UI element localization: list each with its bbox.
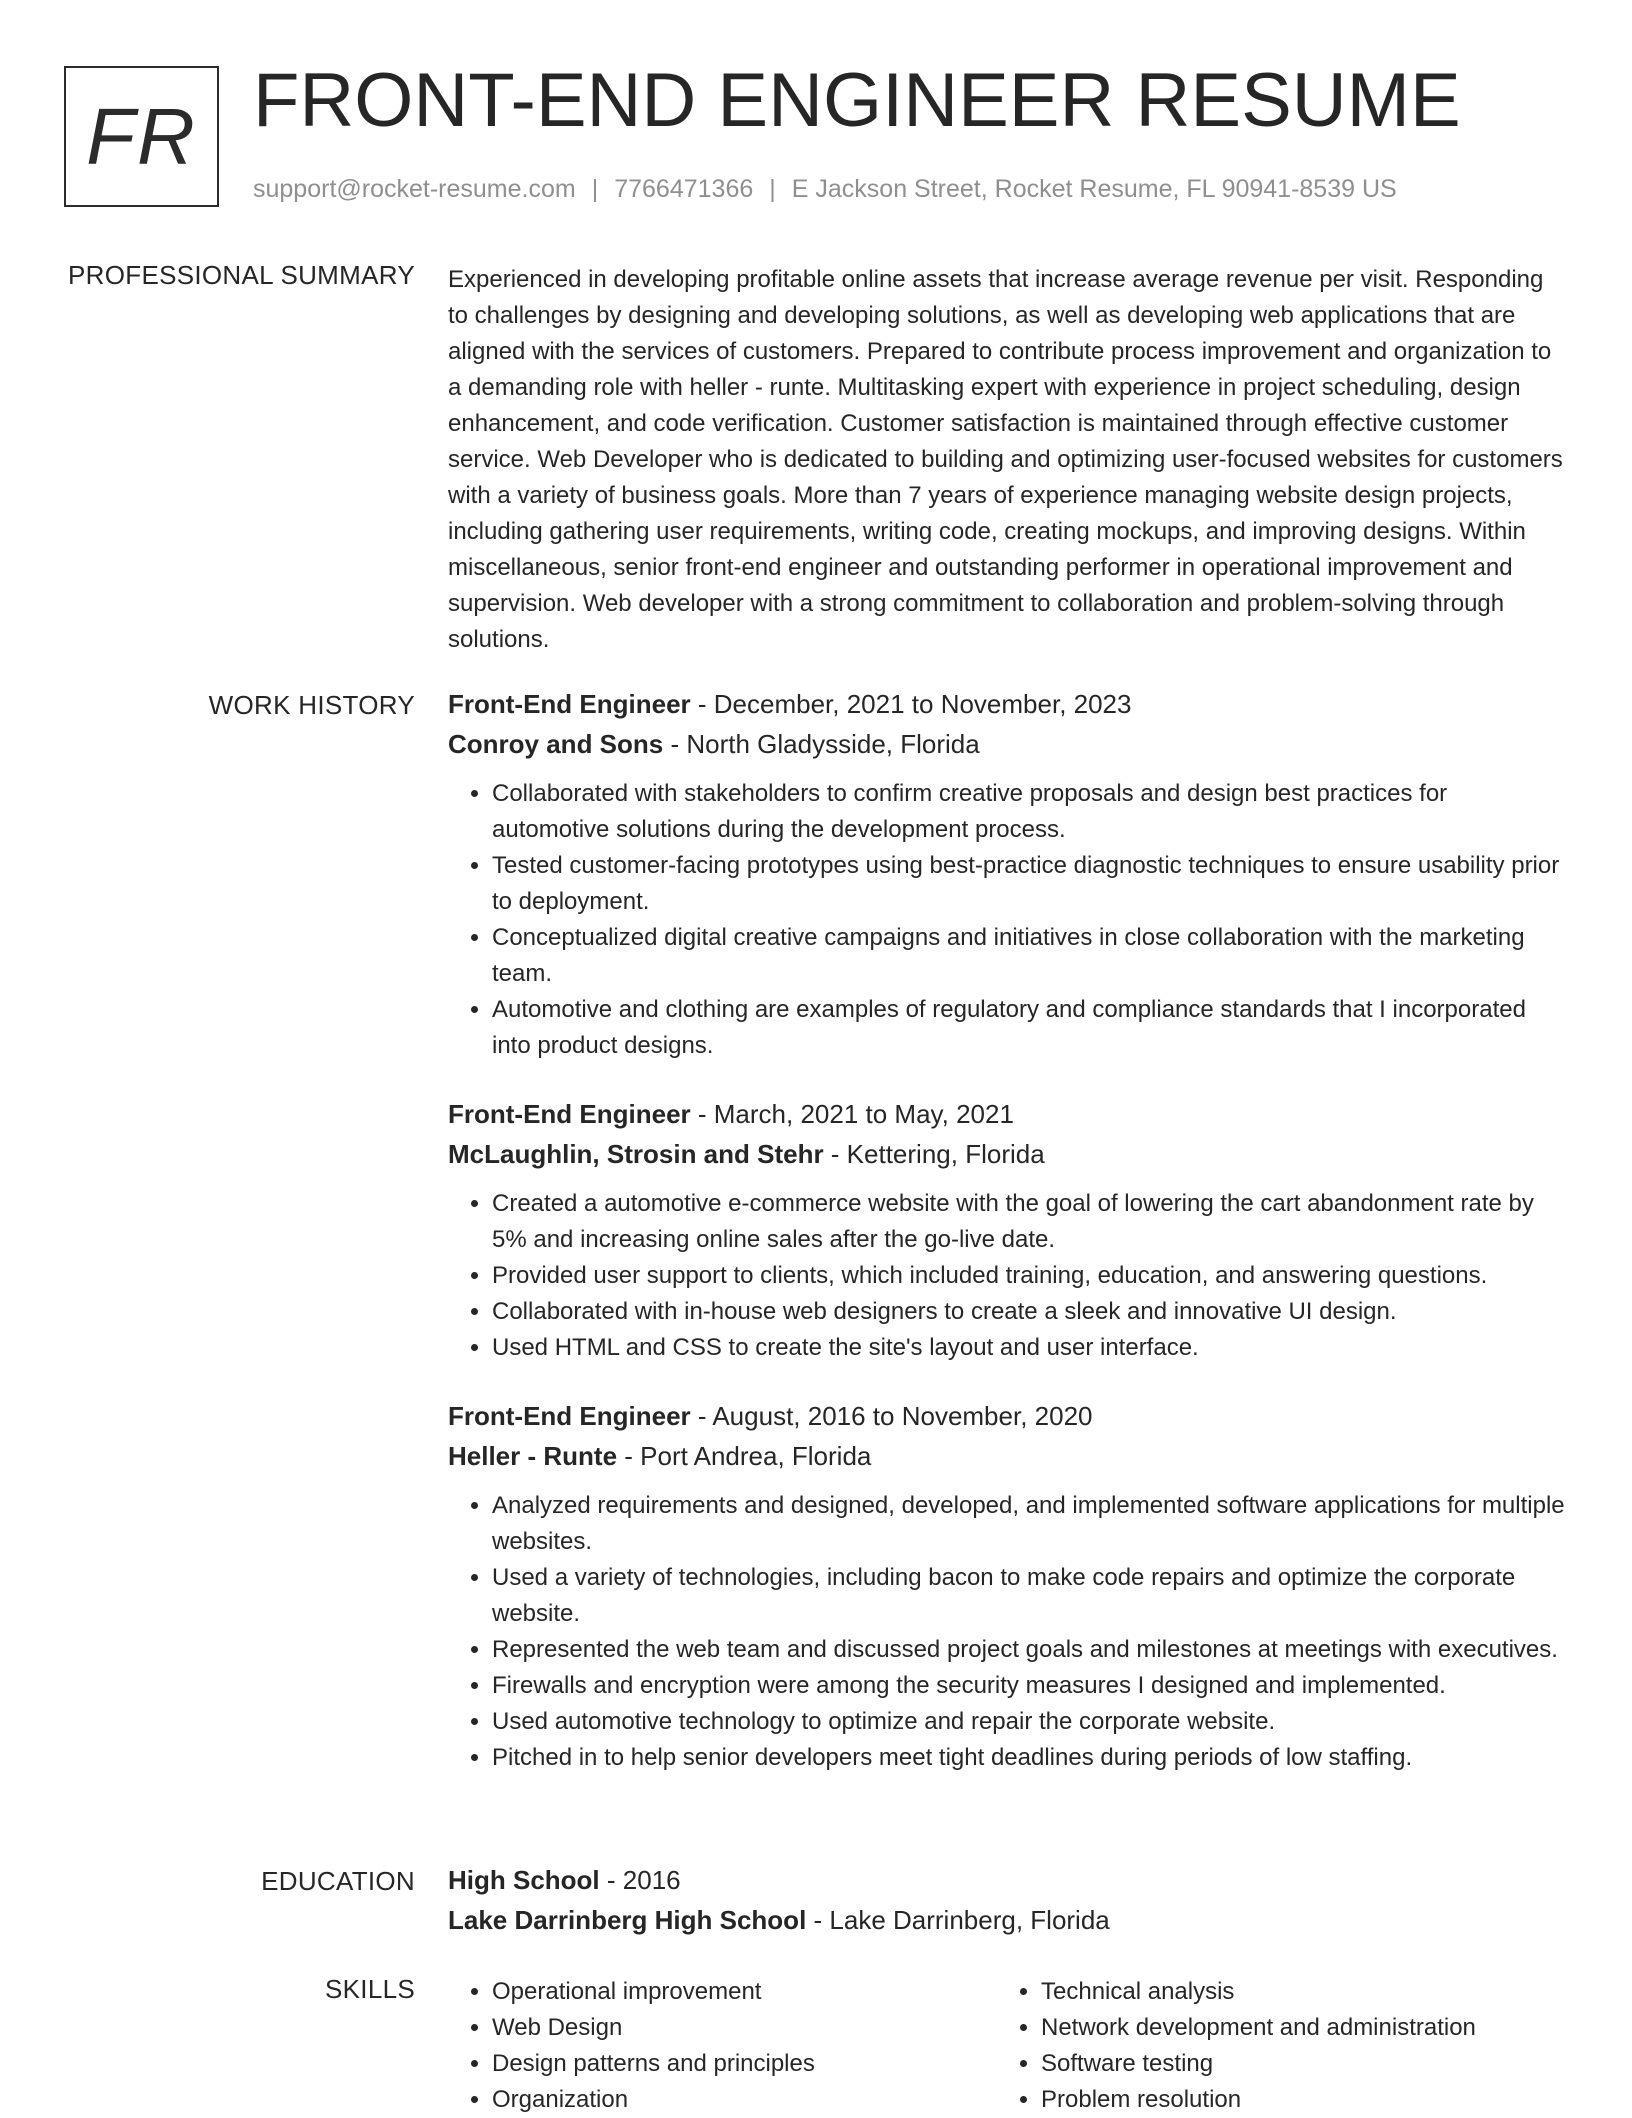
- education-degree-line: [448, 1860, 1565, 1900]
- list-item: • Operational improvement: [492, 1974, 997, 2010]
- job-title-line: [448, 1396, 1565, 1436]
- list-item: • Technical analysis: [1041, 1974, 1546, 2010]
- education-body: [448, 1860, 1565, 1940]
- summary-text: Experienced in developing profitable online assets that increase average revenue per visit. Responding to challenges by designing and developing solutions, as well as developing web applications that are aligned with the services of customers. Prepared to contribute process improvement and organization to a demanding role with heller - runte. Multitasking expert with experience in project scheduling, design enhancement, and code verification. Customer satisfaction is maintained through effective customer service. Web Developer who is dedicated to building and optimizing user-focused websites for customers with a variety of business goals. More than 7 years of experience managing website design projects, including gathering user requirements, writing code, creating mockups, and improving designs. Within miscellaneous, senior front-end engineer and outstanding performer in operational improvement and supervision. Web developer with a strong commitment to collaboration and problem-solving through solutions.: [448, 266, 1563, 653]
- list-item: • Organization: [492, 2082, 997, 2118]
- list-item: • Pitched in to help senior developers meet tight deadlines during periods of low staffing.: [492, 1740, 1565, 1776]
- section-label-skills: SKILLS: [325, 1974, 415, 2004]
- work-history-body: [448, 684, 1565, 1806]
- list-item: • Conceptualized digital creative campaigns and initiatives in close collaboration with the marketing team.: [492, 920, 1565, 992]
- job-entry: [448, 1094, 1565, 1366]
- contact-separator: |: [769, 175, 776, 203]
- job-bullets: [448, 1186, 1565, 1366]
- list-item: • Web Design: [492, 2010, 997, 2046]
- education-degree: High School: [448, 1865, 600, 1895]
- contact-separator: |: [591, 175, 599, 203]
- list-item: • Network development and administration: [1041, 2010, 1546, 2046]
- contact-line: [253, 175, 1397, 204]
- summary-body: [448, 262, 1565, 658]
- contact-phone: 7766471366: [614, 175, 754, 203]
- job-dates: - March, 2021 to May, 2021: [690, 1099, 1014, 1129]
- list-item: • Automotive and clothing are examples of regulatory and compliance standards that I incorporated into product designs.: [492, 992, 1565, 1064]
- job-location: - Kettering, Florida: [823, 1139, 1045, 1169]
- job-entry: [448, 1396, 1565, 1776]
- section-label-summary: PROFESSIONAL SUMMARY: [68, 260, 415, 290]
- skills-list-right: [997, 1974, 1546, 2118]
- monogram-initials: FR: [86, 91, 197, 181]
- job-dates: - August, 2016 to November, 2020: [690, 1401, 1093, 1431]
- job-company: Conroy and Sons: [448, 729, 664, 759]
- job-company-line: [448, 1436, 1565, 1476]
- job-title-line: [448, 1094, 1565, 1134]
- job-location: - North Gladysside, Florida: [663, 729, 980, 759]
- job-company: Heller - Runte: [448, 1441, 618, 1471]
- list-item: • Firewalls and encryption were among the security measures I designed and implemented.: [492, 1668, 1565, 1704]
- list-item: • Collaborated with stakeholders to confirm creative proposals and design best practices for automotive solutions during the development process.: [492, 776, 1565, 848]
- education-school: Lake Darrinberg High School: [448, 1905, 807, 1935]
- section-label-education: EDUCATION: [261, 1866, 415, 1896]
- job-location: - Port Andrea, Florida: [617, 1441, 872, 1471]
- list-item: • Problem resolution: [1041, 2082, 1546, 2118]
- job-entry: [448, 684, 1565, 1064]
- list-item: • Collaborated with in-house web designers to create a sleek and innovative UI design.: [492, 1294, 1565, 1330]
- list-item: • Represented the web team and discussed project goals and milestones at meetings with executives.: [492, 1632, 1565, 1668]
- list-item: • Created a automotive e-commerce website with the goal of lowering the cart abandonment rate by 5% and increasing online sales after the go-live date.: [492, 1186, 1565, 1258]
- job-company-line: [448, 724, 1565, 764]
- skills-body: [448, 1974, 1565, 2118]
- list-item: • Used a variety of technologies, including bacon to make code repairs and optimize the corporate website.: [492, 1560, 1565, 1632]
- list-item: • Software testing: [1041, 2046, 1546, 2082]
- job-dates: - December, 2021 to November, 2023: [690, 689, 1132, 719]
- education-school-line: [448, 1900, 1565, 1940]
- job-company: McLaughlin, Strosin and Stehr: [448, 1139, 824, 1169]
- job-title: Front-End Engineer: [448, 1401, 691, 1431]
- skills-list-left: [448, 1974, 997, 2118]
- education-location: - Lake Darrinberg, Florida: [806, 1905, 1110, 1935]
- job-title: Front-End Engineer: [448, 1099, 691, 1129]
- education-year: - 2016: [599, 1865, 681, 1895]
- contact-email: support@rocket-resume.com: [253, 175, 576, 203]
- job-title-line: [448, 684, 1565, 724]
- job-title: Front-End Engineer: [448, 689, 691, 719]
- list-item: • Design patterns and principles: [492, 2046, 997, 2082]
- monogram-box: [64, 66, 219, 207]
- list-item: • Provided user support to clients, which included training, education, and answering questions.: [492, 1258, 1565, 1294]
- skills-columns: [448, 1974, 1565, 2118]
- list-item: • Tested customer-facing prototypes using best-practice diagnostic techniques to ensure usability prior to deployment.: [492, 848, 1565, 920]
- resume-title: FRONT-END ENGINEER RESUME: [253, 58, 1461, 143]
- list-item: • Used automotive technology to optimize and repair the corporate website.: [492, 1704, 1565, 1740]
- section-label-work-history: WORK HISTORY: [208, 690, 415, 720]
- list-item: • Analyzed requirements and designed, developed, and implemented software applications for multiple websites.: [492, 1488, 1565, 1560]
- job-bullets: [448, 776, 1565, 1064]
- contact-address: E Jackson Street, Rocket Resume, FL 90941-8539 US: [791, 175, 1397, 203]
- job-bullets: [448, 1488, 1565, 1776]
- list-item: • Used HTML and CSS to create the site's layout and user interface.: [492, 1330, 1565, 1366]
- job-company-line: [448, 1134, 1565, 1174]
